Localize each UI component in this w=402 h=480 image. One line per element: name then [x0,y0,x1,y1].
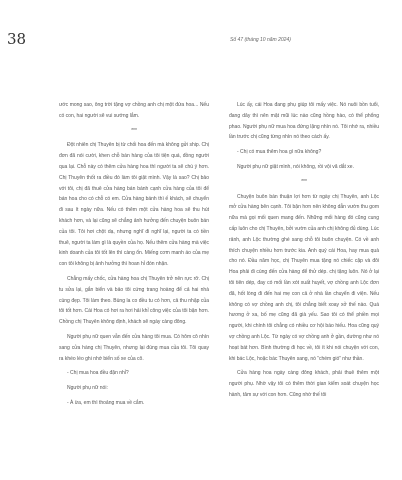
page-number: 38 [7,30,27,48]
paragraph: Người phụ nữ quen vẫn đến cửa hàng tôi mua. Có hôm cô nhìn sang cửa hàng chị Thuyên, nhưng lại đúng mua của tôi. Tôi quay ra khéo léo ghi nhớ biển số xe của cô. [59,333,209,362]
paragraph: Chẳng mấy chốc, cửa hàng hoa chị Thuyên trở nên rực rỡ. Chị tu sửa lại, gắn biển và bảo tôi cứng trang hoàng để cả hai nhà cùng đẹp. Tôi làm theo. Bùng la co đều tu có hơn, cả thu nhập của tôi tốt hơn. Cái Hoa có hơi ra hơi hải khỉ công việc của tôi bận hơn. Chồng chị Thuyên không định, khách sẽ ngày càng đông. [59,275,209,326]
paragraph: Cửa hàng hoa ngày càng đông khách, phải thuê thêm một người phụ. Nhờ vậy tôi có thêm thời gian kiểm soát chuyện học hành, tâm sự với con hơn. Cũng nhờ thế tôi [229,370,379,398]
paragraph: ước mong sao, ông trời tặng vợ chồng anh chị một đứa hoa... Nếu có con, hai người sẽ vui sướng lắm. [59,102,209,119]
dialogue-line: Người phụ nữ nói: [67,385,108,392]
paragraph: Lúc ấy, cái Hoa đang phụ giúp tôi mấy việc. Nó nuôi bồn tuổi, đang dây thì nên mặt mũi lúc nào cũng hồng hào, có thể phổng phao. Người phụ nữ mua hoa đứng lặng nhìn nó. Tôi nhớ ra, nhiều lần trước chị cũng từng nhìn nó theo cách ấy. [229,102,379,141]
section-divider: *** [131,127,137,134]
dialogue-line: - À ừa, em thì thoảng mua về cắm. [67,399,145,406]
dialogue-line: - Chị mua hoa đều đặn nhỉ? [67,370,129,377]
issue-info: Số 47 (tháng 10 năm 2024) [230,37,291,43]
dialogue-line: - Chị có mua thêm hoa gì nữa không? [237,149,322,156]
paragraph: Đột nhiên chị Thuyên bị từ chối hoa đến mà không gửi ship. Chị đơn đã nói cười, khen chỗ bán hàng của tôi tiện quá, đồng người qua lại. Chỗ này có thêm cửa hàng hoa thì người ta sẽ chú ý hơn. Chị Thuyên thốt ra điều đó làm tôi giật mình. Vậy là sao? Chị bảo với tôi, chị đã thuê cửa hàng bán bánh cạnh cửa hàng của tôi để bán hoa cho có chỗ có em. Cửa hàng bánh thì ế khách, sẽ chuyển đi sau ít ngày nữa. Nếu có thêm một cửa hàng hoa sẽ thu hút khách hơn, và lại cũng sẽ chẳng ảnh hưởng đến chuyện buôn bán của tôi. Tôi hơi chột dạ, nhưng nghĩ đi nghĩ lại, người ta có tiền thuê, người ta làm gì là quyền của họ. Nếu thêm cửa hàng mà việc kinh doanh của tôi tốt lên thì càng ổn. Miếng cơm manh áo của mẹ con tôi không bị ảnh hưởng thì hoan hỉ đón nhận. [59,142,209,268]
paragraph: Chuyện buôn bán thuận lợi hơn từ ngày chị Thuyên, anh Lộc mở cửa hàng bên cạnh. Tôi bận hơn nên không dẫn vườn thu gom nữa mà gọi mối quen mang đến. Những mối hàng đó cũng cung cấp luôn cho chị Thuyên, bởi vườn của anh chị không đủ dùng. Lúc rảnh, anh Lộc thường ghé sang chỗ tôi buôn chuyện. Có về anh thích chuyện nhiều hơn trước kia. Anh quý cái Hoa, hay mua quà cho nó. Đầu năm học, chị Thuyên mua tặng nó chiếc cặp và đôi Hoa phải đi cùng đến cửa hàng để thử dép. chị tặng luôn. Nó ở lại tôi tiên dép, đay có mối lần xót xuất huyết, vợ chồng anh Lộc đơn đã, hốt lòng đi đến hai mẹ con cả ở nhà lần chuyển đi viện. Nếu không có vợ chồng anh chị, tôi chẳng biết xoay xở thế nào. Quá hương ở xa, bố mẹ cũng đã già yếu. Sao tôi có thể phiền mọi người, khi chính tôi chẳng có nhiều cơ hội báo hiếu. Hoa cũng quý vợ chồng anh Lộc. Từ ngày có vợ chồng anh ở gần, dường như nó hoạt bát hơn. Bình thường đi học về, tôi ít khi nói chuyện với con, khi bác Lộc, hoặc bác Thuyên sang, nó “chém gió” như thần. [229,193,379,362]
right-column [229,100,379,401]
section-divider: *** [301,178,307,185]
left-column [59,100,209,409]
dialogue-line: Người phụ nữ giật mình, nói không, rồi vội vã dắt xe. [237,163,354,170]
